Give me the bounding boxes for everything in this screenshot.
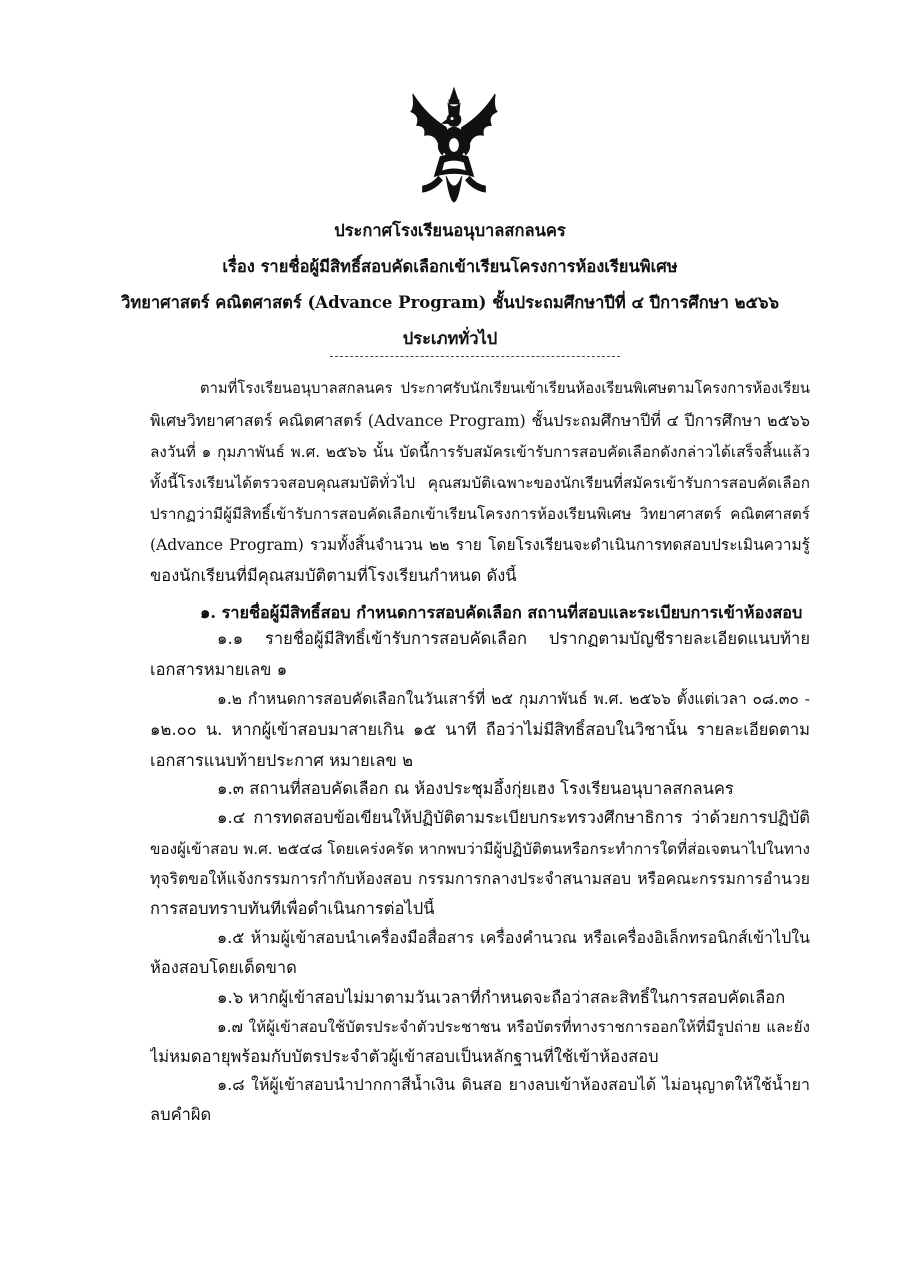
list-item-continuation: เอกสารแนบท้ายประกาศ หมายเลข ๒ [150, 751, 413, 770]
list-item-continuation: การสอบทราบทันทีเพื่อดำเนินการต่อไปนี้ [150, 899, 435, 918]
list-item-continuation: เอกสารหมายเลข ๑ [150, 660, 288, 679]
paragraph-line: ลงวันที่ ๑ กุมภาพันธ์ พ.ศ. ๒๕๖๖ นั้น บัดนี้การรับสมัครเข้ารับการสอบคัดเลือกดังกล่าวได้เสร็จสิ้นแล้ว [150, 443, 810, 461]
paragraph-line: ตามที่โรงเรียนอนุบาลสกลนคร ประกาศรับนักเรียนเข้าเรียนห้องเรียนพิเศษตามโครงการห้องเรียน [200, 380, 810, 397]
list-item: ๑.๖ หากผู้เข้าสอบไม่มาตามวันเวลาที่กำหนดจะถือว่าสละสิทธิ์ในการสอบคัดเลือก [217, 988, 786, 1007]
list-item: ๑.๕ ห้ามผู้เข้าสอบนำเครื่องมือสื่อสาร เครื่องคำนวณ หรือเครื่องอิเล็กทรอนิกส์เข้าไปใน [217, 928, 810, 947]
paragraph-line: ปรากฏว่ามีผู้มีสิทธิ์เข้ารับการสอบคัดเลือกเข้าเรียนโครงการห้องเรียนพิเศษ วิทยาศาสตร์ คณิตศาสตร์ [150, 505, 810, 523]
announcement-program: วิทยาศาสตร์ คณิตศาสตร์ (Advance Program) ชั้นประถมศึกษาปีที่ ๔ ปีการศึกษา ๒๕๖๖ [121, 293, 779, 312]
paragraph-line: ทั้งนี้โรงเรียนได้ตรวจสอบคุณสมบัติทั่วไป คุณสมบัติเฉพาะของนักเรียนที่สมัครเข้ารับการสอบคัดเลือก [150, 474, 810, 492]
list-item: ๑.๓ สถานที่สอบคัดเลือก ณ ห้องประชุมอึ้งกุ่ยเฮง โรงเรียนอนุบาลสกลนคร [217, 779, 734, 798]
list-item-continuation: ไม่หมดอายุพร้อมกับบัตรประจำตัวผู้เข้าสอบเป็นหลักฐานที่ใช้เข้าห้องสอบ [150, 1047, 659, 1066]
list-item: ๑.๔ การทดสอบข้อเขียนให้ปฏิบัติตามระเบียบกระทรวงศึกษาธิการ ว่าด้วยการปฏิบัติ [217, 808, 810, 827]
list-item-continuation: ทุจริตขอให้แจ้งกรรมการกำกับห้องสอบ กรรมการกลางประจำสนามสอบ หรือคณะกรรมการอำนวย [150, 869, 810, 888]
list-item: ๑.๘ ให้ผู้เข้าสอบนำปากกาสีน้ำเงิน ดินสอ ยางลบเข้าห้องสอบได้ ไม่อนุญาตให้ใช้น้ำยา [217, 1075, 810, 1094]
announcement-title: ประกาศโรงเรียนอนุบาลสกลนคร [334, 221, 566, 240]
header-divider [330, 356, 620, 357]
list-item-continuation: ลบคำผิด [150, 1105, 212, 1124]
paragraph-line: (Advance Program) รวมทั้งสิ้นจำนวน ๒๒ ราย โดยโรงเรียนจะดำเนินการทดสอบประเมินความรู้ [150, 536, 810, 554]
list-item-continuation: ของผู้เข้าสอบ พ.ศ. ๒๕๔๘ โดยเคร่งครัด หากพบว่ามีผู้ปฏิบัติตนหรือกระทำการใดที่ส่อเจตนาไปในทาง [150, 840, 810, 858]
garuda-emblem-icon [405, 86, 503, 204]
paragraph-line: ของนักเรียนที่มีคุณสมบัติตามที่โรงเรียนกำหนด ดังนี้ [150, 566, 517, 585]
section-heading: ๑. รายชื่อผู้มีสิทธิ์สอบ กำหนดการสอบคัดเลือก สถานที่สอบและระเบียบการเข้าห้องสอบ [200, 603, 803, 622]
list-item: ๑.๗ ให้ผู้เข้าสอบใช้บัตรประจำตัวประชาชน หรือบัตรที่ทางราชการออกให้ที่มีรูปถ่าย และยัง [217, 1018, 810, 1036]
announcement-category: ประเภททั่วไป [402, 329, 498, 348]
announcement-subject: เรื่อง รายชื่อผู้มีสิทธิ์สอบคัดเลือกเข้าเรียนโครงการห้องเรียนพิเศษ [222, 257, 678, 276]
list-item-continuation: ๑๒.๐๐ น. หากผู้เข้าสอบมาสายเกิน ๑๕ นาที ถือว่าไม่มีสิทธิ์สอบในวิชานั้น รายละเอียดตาม [150, 720, 810, 739]
paragraph-line: พิเศษวิทยาศาสตร์ คณิตศาสตร์ (Advance Program) ชั้นประถมศึกษาปีที่ ๔ ปีการศึกษา ๒๕๖๖ [150, 411, 810, 430]
list-item: ๑.๑ รายชื่อผู้มีสิทธิ์เข้ารับการสอบคัดเลือก ปรากฏตามบัญชีรายละเอียดแนบท้าย [217, 629, 810, 648]
list-item: ๑.๒ กำหนดการสอบคัดเลือกในวันเสาร์ที่ ๒๕ กุมภาพันธ์ พ.ศ. ๒๕๖๖ ตั้งแต่เวลา ๐๘.๓๐ - [217, 690, 810, 708]
list-item-continuation: ห้องสอบโดยเด็ดขาด [150, 958, 297, 977]
